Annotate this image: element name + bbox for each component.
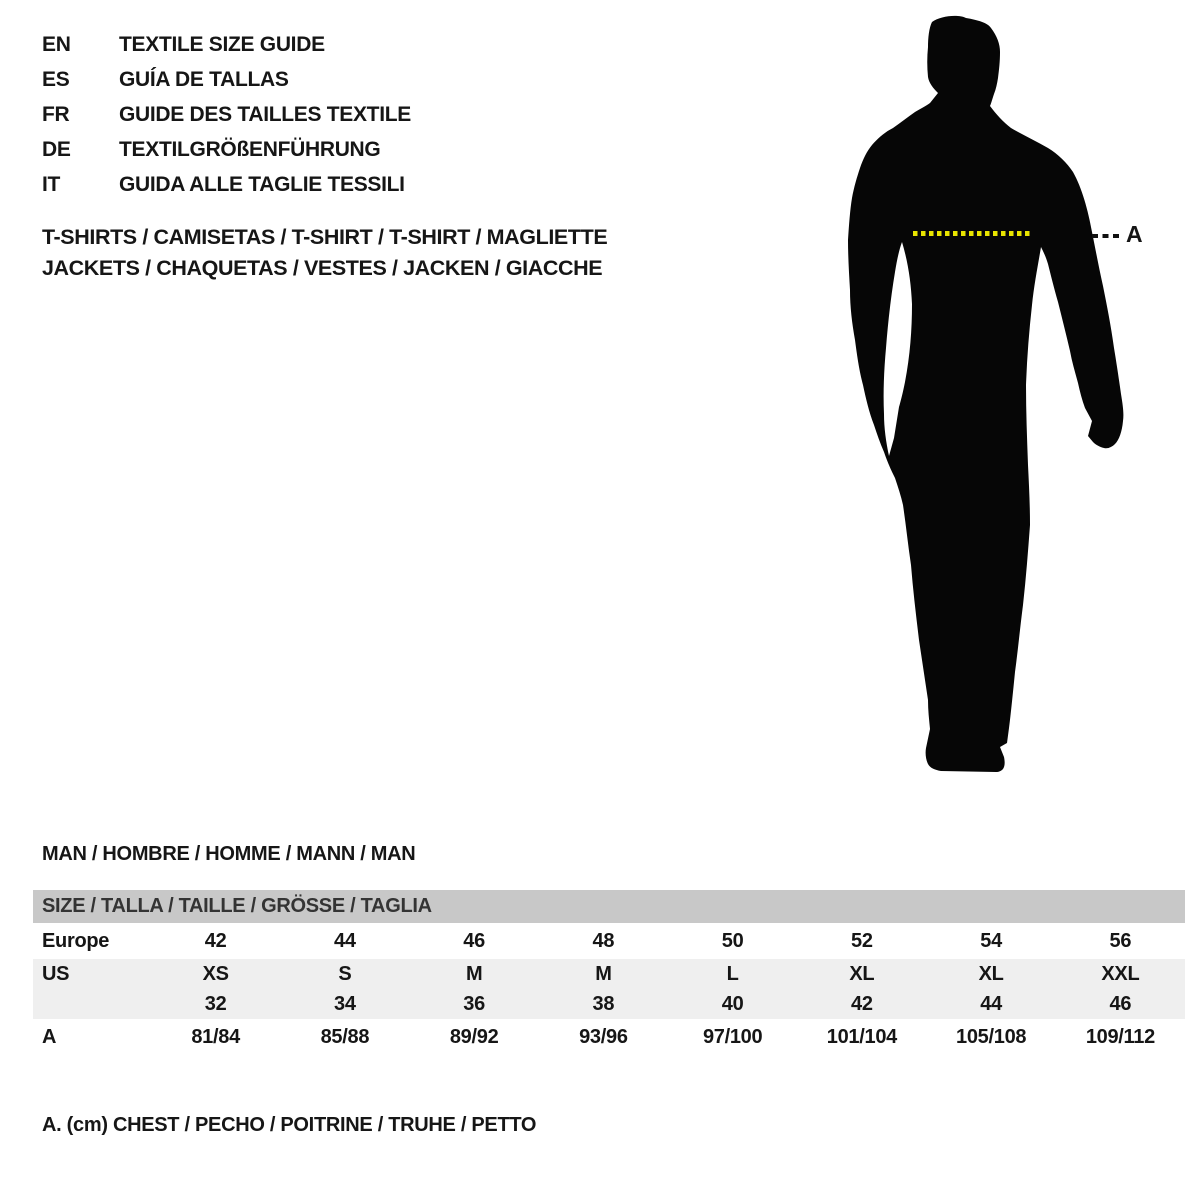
- table-row: [33, 989, 1185, 1019]
- language-guide-title: GUÍA DE TALLAS: [119, 67, 289, 91]
- size-table-header: SIZE / TALLA / TAILLE / GRÖSSE / TAGLIA: [33, 890, 1185, 923]
- size-cell: 34: [334, 992, 356, 1015]
- language-row: [42, 167, 411, 202]
- language-code: ES: [42, 67, 70, 91]
- size-cell: XL: [978, 962, 1004, 985]
- chest-measure-line: [913, 231, 1032, 236]
- table-row: [33, 1019, 1185, 1055]
- size-cell: 81/84: [191, 1025, 240, 1048]
- size-cell: 46: [1109, 992, 1132, 1015]
- size-cell: 36: [463, 992, 485, 1015]
- size-table: [33, 890, 1185, 1055]
- size-cell: XXL: [1101, 962, 1140, 985]
- size-cell: L: [726, 962, 739, 985]
- row-label: Europe: [42, 929, 110, 952]
- size-cell: 85/88: [320, 1025, 370, 1048]
- size-cell: 109/112: [1085, 1025, 1155, 1048]
- size-cell: 40: [721, 992, 744, 1015]
- language-guide-title: TEXTILE SIZE GUIDE: [119, 32, 325, 56]
- row-label: US: [42, 962, 70, 985]
- section-title-man: MAN / HOMBRE / HOMME / MANN / MAN: [42, 843, 416, 865]
- table-row: [33, 923, 1185, 959]
- measurement-footnote: A. (cm) CHEST / PECHO / POITRINE / TRUHE / PETTO: [42, 1114, 537, 1136]
- language-guide-title: GUIDE DES TAILLES TEXTILE: [119, 102, 411, 126]
- size-cell: 42: [204, 929, 227, 952]
- man-silhouette-svg: [820, 0, 1200, 790]
- size-cell: 56: [1109, 929, 1132, 952]
- man-silhouette: [820, 0, 1200, 790]
- measure-label-a: A: [1126, 221, 1143, 247]
- language-code: FR: [42, 102, 70, 126]
- size-cell: 50: [721, 929, 744, 952]
- language-row: [42, 62, 411, 97]
- language-row: [42, 27, 411, 62]
- size-cell: 101/104: [826, 1025, 897, 1048]
- language-guide-title: GUIDA ALLE TAGLIE TESSILI: [119, 172, 405, 196]
- language-row: [42, 97, 411, 132]
- size-cell: 93/96: [579, 1025, 628, 1048]
- size-cell: 89/92: [449, 1025, 499, 1048]
- category-line: T-SHIRTS / CAMISETAS / T-SHIRT / T-SHIRT / MAGLIETTE: [42, 225, 608, 249]
- size-cell: 52: [851, 929, 873, 952]
- language-code: IT: [42, 172, 61, 196]
- size-cell: 42: [851, 992, 873, 1015]
- category-line: JACKETS / CHAQUETAS / VESTES / JACKEN / GIACCHE: [42, 256, 603, 280]
- language-code: EN: [42, 32, 71, 56]
- size-cell: M: [465, 962, 483, 985]
- size-table-body: [33, 923, 1185, 1055]
- measure-callout-line: [1092, 234, 1122, 238]
- size-cell: S: [338, 962, 352, 985]
- size-cell: 44: [334, 929, 356, 952]
- row-label: A: [42, 1025, 57, 1048]
- size-cell: 54: [980, 929, 1002, 952]
- table-row: [33, 959, 1185, 989]
- man-silhouette-path: [848, 16, 1123, 772]
- size-cell: 97/100: [702, 1025, 763, 1048]
- language-code: DE: [42, 137, 71, 161]
- size-cell: 48: [592, 929, 615, 952]
- size-cell: 32: [204, 992, 227, 1015]
- size-cell: 38: [592, 992, 615, 1015]
- size-cell: XS: [202, 962, 229, 985]
- language-row: [42, 132, 411, 167]
- category-lines: [42, 222, 607, 284]
- size-cell: 44: [980, 992, 1002, 1015]
- size-cell: XL: [849, 962, 875, 985]
- language-list: [42, 27, 411, 202]
- size-cell: 46: [463, 929, 485, 952]
- language-guide-title: TEXTILGRÖßENFÜHRUNG: [119, 137, 381, 161]
- size-cell: 105/108: [956, 1025, 1027, 1048]
- size-cell: M: [595, 962, 612, 985]
